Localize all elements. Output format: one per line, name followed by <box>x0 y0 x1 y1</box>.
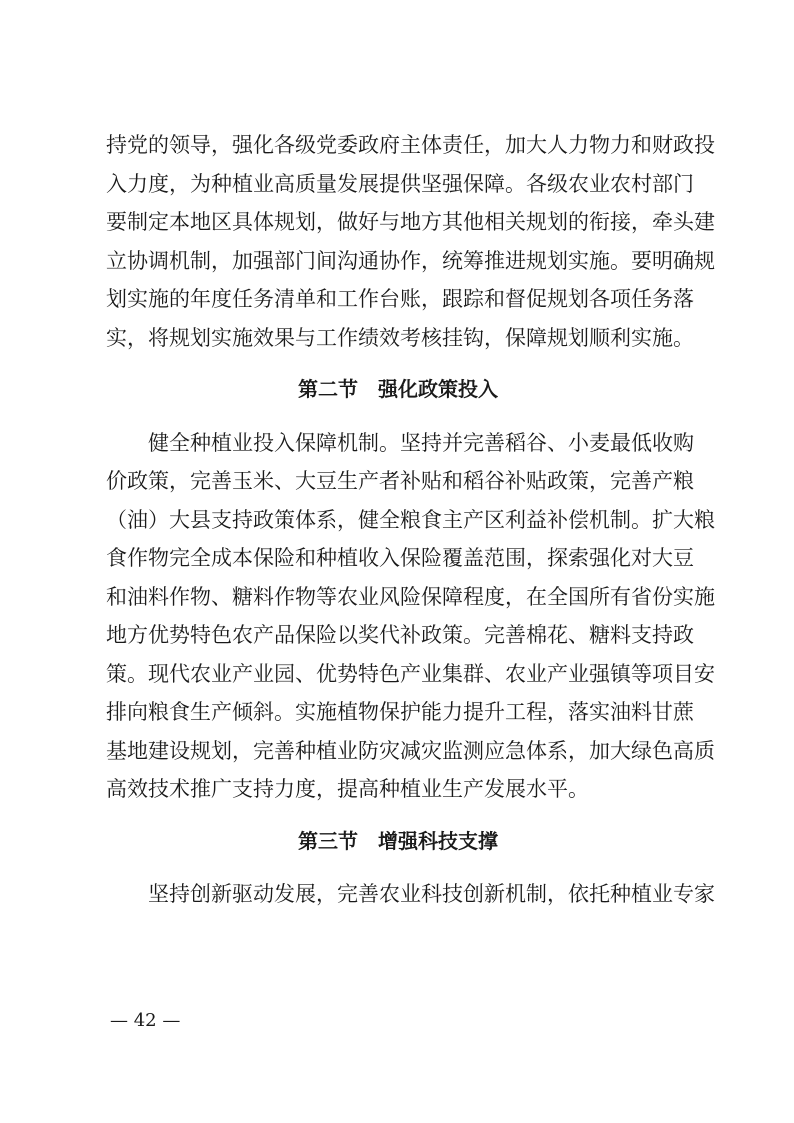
document-page <box>106 126 715 914</box>
text-line: 地方优势特色农产品保险以奖代补政策。完善棉花、糖料支持政 <box>106 623 694 647</box>
text-line: 入力度，为种植业高质量发展提供坚强保障。各级农业农村部门 <box>106 171 694 196</box>
text-line: 和油料作物、糖料作物等农业风险保障程度，在全国所有省份实施 <box>106 584 715 609</box>
text-line: 高效技术推广支持力度，提高种植业生产发展水平。 <box>106 777 589 801</box>
paragraph-1 <box>106 126 715 357</box>
text-line: 健全种植业投入保障机制。坚持并完善稻谷、小麦最低收购 <box>148 430 694 455</box>
text-line: 策。现代农业产业园、优势特色产业集群、农业产业强镇等项目安 <box>106 661 715 686</box>
text-line: 实，将规划实施效果与工作绩效考核挂钩，保障规划顺利实施。 <box>106 325 694 350</box>
page-number: — 42 — <box>110 1010 181 1031</box>
text-line: 排向粮食生产倾斜。实施植物保护能力提升工程，落实油料甘蔗 <box>106 700 694 724</box>
text-line: 食作物完全成本保险和种植收入保险覆盖范围，探索强化对大豆 <box>106 546 694 570</box>
section-heading-2: 第二节 强化政策投入 <box>298 377 498 401</box>
text-line: （油）大县支持政策体系，健全粮食主产区利益补偿机制。扩大粮 <box>106 507 715 532</box>
paragraph-2 <box>106 424 715 809</box>
paragraph-3 <box>106 875 715 914</box>
text-line: 坚持创新驱动发展，完善农业科技创新机制，依托种植业专家 <box>148 882 715 906</box>
text-line: 基地建设规划，完善种植业防灾减灾监测应急体系，加大绿色高质 <box>106 738 715 763</box>
text-line: 要制定本地区具体规划，做好与地方其他相关规划的衔接，牵头建 <box>106 210 715 234</box>
section-heading-3: 第三节 增强科技支撑 <box>298 828 498 853</box>
text-line: 价政策，完善玉米、大豆生产者补贴和稻谷补贴政策，完善产粮 <box>106 469 694 493</box>
text-line: 立协调机制，加强部门间沟通协作，统筹推进规划实施。要明确规 <box>106 248 715 273</box>
text-line: 持党的领导，强化各级党委政府主体责任，加大人力物力和财政投 <box>106 133 715 157</box>
text-line: 划实施的年度任务清单和工作台账，跟踪和督促规划各项任务落 <box>106 287 694 311</box>
